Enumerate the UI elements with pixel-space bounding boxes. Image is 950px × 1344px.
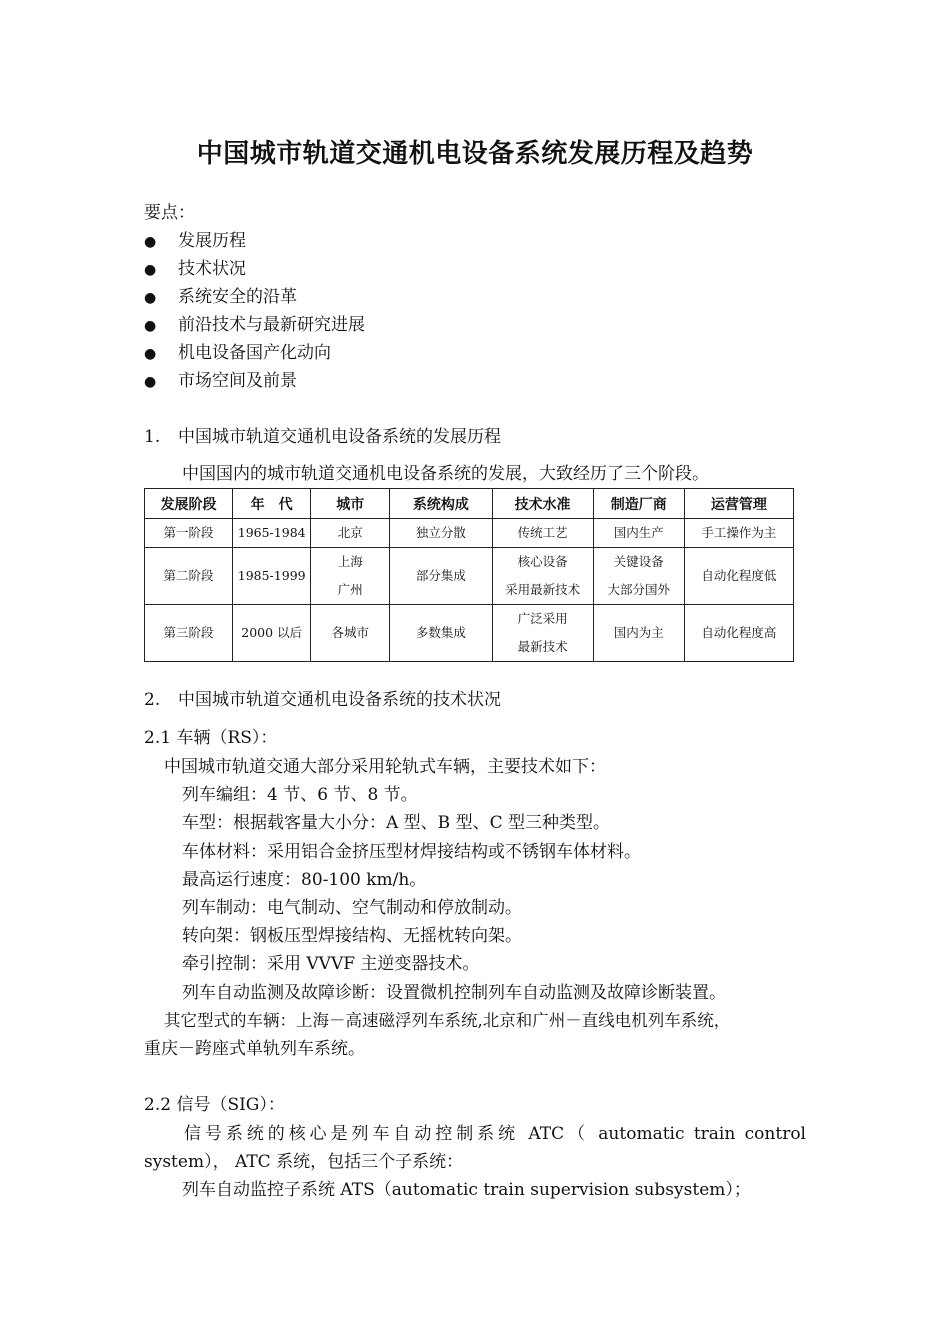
- table-cell: 各城市: [311, 605, 390, 662]
- other-vehicle-types-line: 其它型式的车辆：上海－高速磁浮列车系统,北京和广州－直线电机列车系统，: [164, 1011, 731, 1030]
- signal-paragraph-line: system）， ATC 系统，包括三个子系统：: [144, 1152, 464, 1172]
- table-cell: 多数集成: [390, 605, 492, 662]
- table-row: [145, 605, 794, 662]
- table-cell: 第二阶段: [145, 548, 233, 605]
- table-cell: 国内为主: [593, 605, 684, 662]
- section-number: 2.: [144, 690, 161, 710]
- signal-paragraph-line: 信号系统的核心是列车自动控制系统 ATC（ automatic train control: [184, 1124, 806, 1144]
- key-point-text: 前沿技术与最新研究进展: [178, 315, 365, 335]
- table-cell: 手工操作为主: [684, 519, 793, 548]
- table-cell: 1965-1984: [233, 519, 311, 548]
- column-header: 技术水准: [492, 489, 593, 519]
- vehicle-spec-item: 转向架：钢板压型焊接结构、无摇枕转向架。: [182, 926, 522, 946]
- key-point-text: 市场空间及前景: [178, 371, 297, 391]
- table-cell: 部分集成: [390, 548, 492, 605]
- vehicle-spec-item: 最高运行速度：80-100 km/h。: [182, 870, 427, 890]
- vehicle-intro: 中国城市轨道交通大部分采用轮轨式车辆，主要技术如下：: [164, 757, 606, 777]
- table-cell: 自动化程度高: [684, 605, 793, 662]
- bullet-icon: ●: [144, 234, 157, 250]
- vehicle-spec-item: 牵引控制：采用 VVVF 主逆变器技术。: [182, 954, 480, 974]
- table-cell: 独立分散: [390, 519, 492, 548]
- table-cell: 自动化程度低: [684, 548, 793, 605]
- table-row: [145, 519, 794, 548]
- vehicle-spec-item: 车型：根据载客量大小分：A 型、B 型、C 型三种类型。: [182, 813, 610, 833]
- table-cell: 国内生产: [593, 519, 684, 548]
- table-cell: 核心设备 采用最新技术: [492, 548, 593, 605]
- table-cell: 第三阶段: [145, 605, 233, 662]
- bullet-icon: ●: [144, 374, 157, 390]
- other-vehicle-types-line: 重庆－跨座式单轨列车系统。: [144, 1039, 365, 1059]
- key-point-text: 技术状况: [178, 259, 246, 279]
- column-header: 运营管理: [684, 489, 793, 519]
- subsection-2-1-heading: 2.1 车辆（RS）：: [144, 728, 278, 748]
- table-cell: 1985-1999: [233, 548, 311, 605]
- key-points-label: 要点：: [144, 203, 195, 223]
- column-header: 年 代: [233, 489, 311, 519]
- development-stages-table: [144, 488, 794, 662]
- bullet-icon: ●: [144, 290, 157, 306]
- table-cell: 2000 以后: [233, 605, 311, 662]
- document-title: 中国城市轨道交通机电设备系统发展历程及趋势: [196, 139, 754, 169]
- key-point-text: 系统安全的沿革: [178, 287, 297, 307]
- vehicle-spec-item: 列车制动：电气制动、空气制动和停放制动。: [182, 898, 522, 918]
- table-cell: 北京: [311, 519, 390, 548]
- table-row: [145, 548, 794, 605]
- column-header: 城市: [311, 489, 390, 519]
- key-point-text: 机电设备国产化动向: [178, 343, 331, 363]
- table-cell: 上海 广州: [311, 548, 390, 605]
- vehicle-spec-item: 车体材料：采用铝合金挤压型材焊接结构或不锈钢车体材料。: [182, 842, 641, 862]
- column-header: 制造厂商: [593, 489, 684, 519]
- table-cell: 关键设备 大部分国外: [593, 548, 684, 605]
- bullet-icon: ●: [144, 346, 157, 362]
- subsection-2-2-heading: 2.2 信号（SIG）：: [144, 1095, 285, 1115]
- bullet-icon: ●: [144, 318, 157, 334]
- section-title: 中国城市轨道交通机电设备系统的技术状况: [178, 690, 501, 710]
- table-cell: 广泛采用 最新技术: [492, 605, 593, 662]
- key-point-text: 发展历程: [178, 231, 246, 251]
- table-cell: 传统工艺: [492, 519, 593, 548]
- column-header: 系统构成: [390, 489, 492, 519]
- bullet-icon: ●: [144, 262, 157, 278]
- column-header: 发展阶段: [145, 489, 233, 519]
- signal-subsystem-line: 列车自动监控子系统 ATS（automatic train supervision subsystem）；: [182, 1180, 751, 1200]
- table-header-row: [145, 489, 794, 519]
- section-title: 中国城市轨道交通机电设备系统的发展历程: [178, 427, 501, 447]
- section-number: 1.: [144, 427, 161, 447]
- section-1-intro: 中国国内的城市轨道交通机电设备系统的发展，大致经历了三个阶段。: [182, 464, 709, 484]
- table-cell: 第一阶段: [145, 519, 233, 548]
- vehicle-spec-item: 列车自动监测及故障诊断：设置微机控制列车自动监测及故障诊断装置。: [182, 983, 726, 1003]
- vehicle-spec-item: 列车编组：4 节、6 节、8 节。: [182, 785, 418, 805]
